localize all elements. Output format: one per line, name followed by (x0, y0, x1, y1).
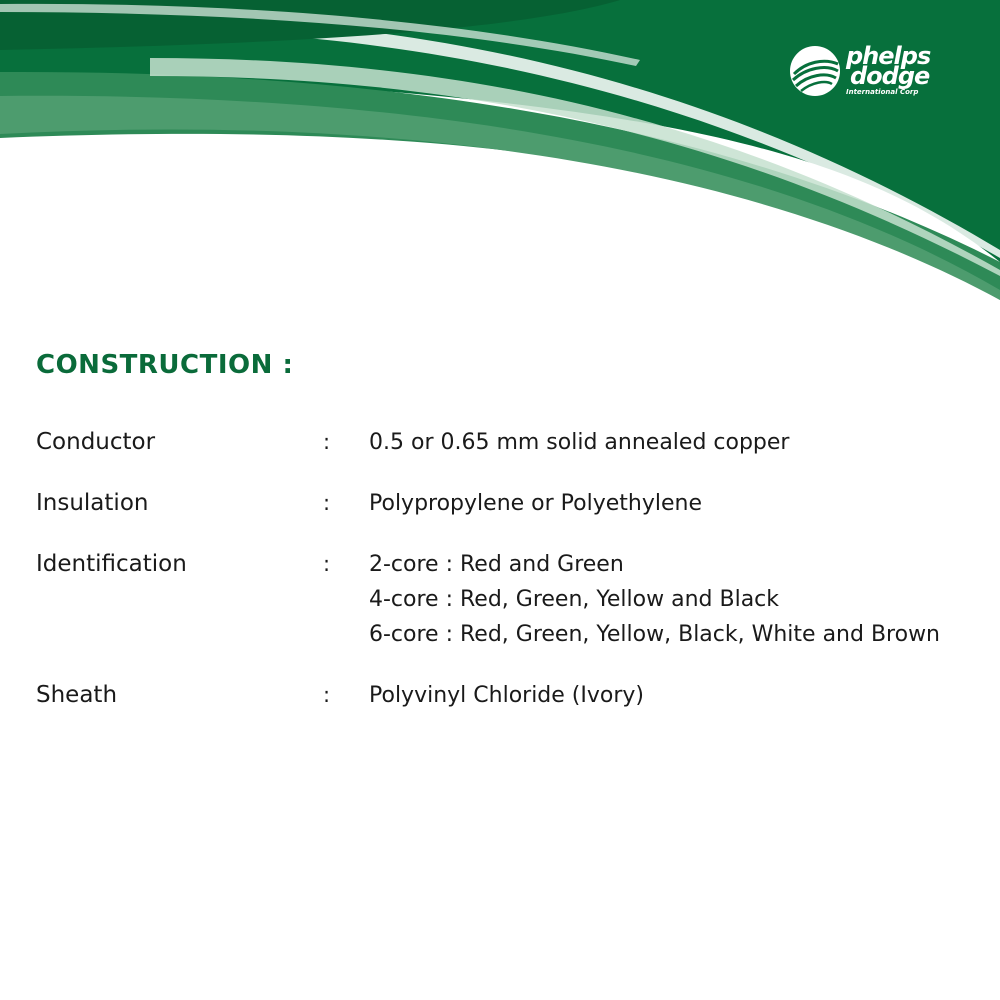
spec-value (369, 547, 940, 652)
section-heading: CONSTRUCTION : (36, 350, 294, 380)
spec-value-line: 6-core : Red, Green, Yellow, Black, White and Brown (369, 622, 941, 647)
spec-label: Insulation (36, 490, 149, 516)
logo-text-dodge: dodge (850, 62, 930, 90)
spec-row-conductor (36, 425, 986, 465)
spec-separator: : (323, 552, 331, 576)
spec-label: Sheath (36, 682, 118, 708)
spec-label: Identification (36, 551, 187, 577)
spec-value (369, 425, 789, 460)
spec-value-line: 2-core : Red and Green (369, 552, 624, 577)
logo-text-phelps: phelps (846, 42, 931, 70)
spec-value (369, 678, 644, 713)
spec-separator: : (323, 430, 331, 454)
spec-label: Conductor (36, 429, 156, 455)
spec-separator: : (323, 683, 331, 707)
globe-swirl-icon (788, 44, 842, 98)
spec-separator: : (323, 491, 331, 515)
spec-row-insulation (36, 486, 986, 526)
spec-value (369, 486, 702, 521)
spec-row-sheath (36, 678, 986, 718)
spec-value-line: Polyvinyl Chloride (Ivory) (369, 683, 644, 708)
brand-logo (788, 42, 948, 104)
spec-value-line: 4-core : Red, Green, Yellow and Black (369, 587, 780, 612)
logo-text-international: International Corp (846, 88, 919, 96)
spec-value-line: Polypropylene or Polyethylene (369, 491, 702, 516)
spec-value-line: 0.5 or 0.65 mm solid annealed copper (369, 430, 790, 455)
spec-row-identification (36, 547, 986, 657)
